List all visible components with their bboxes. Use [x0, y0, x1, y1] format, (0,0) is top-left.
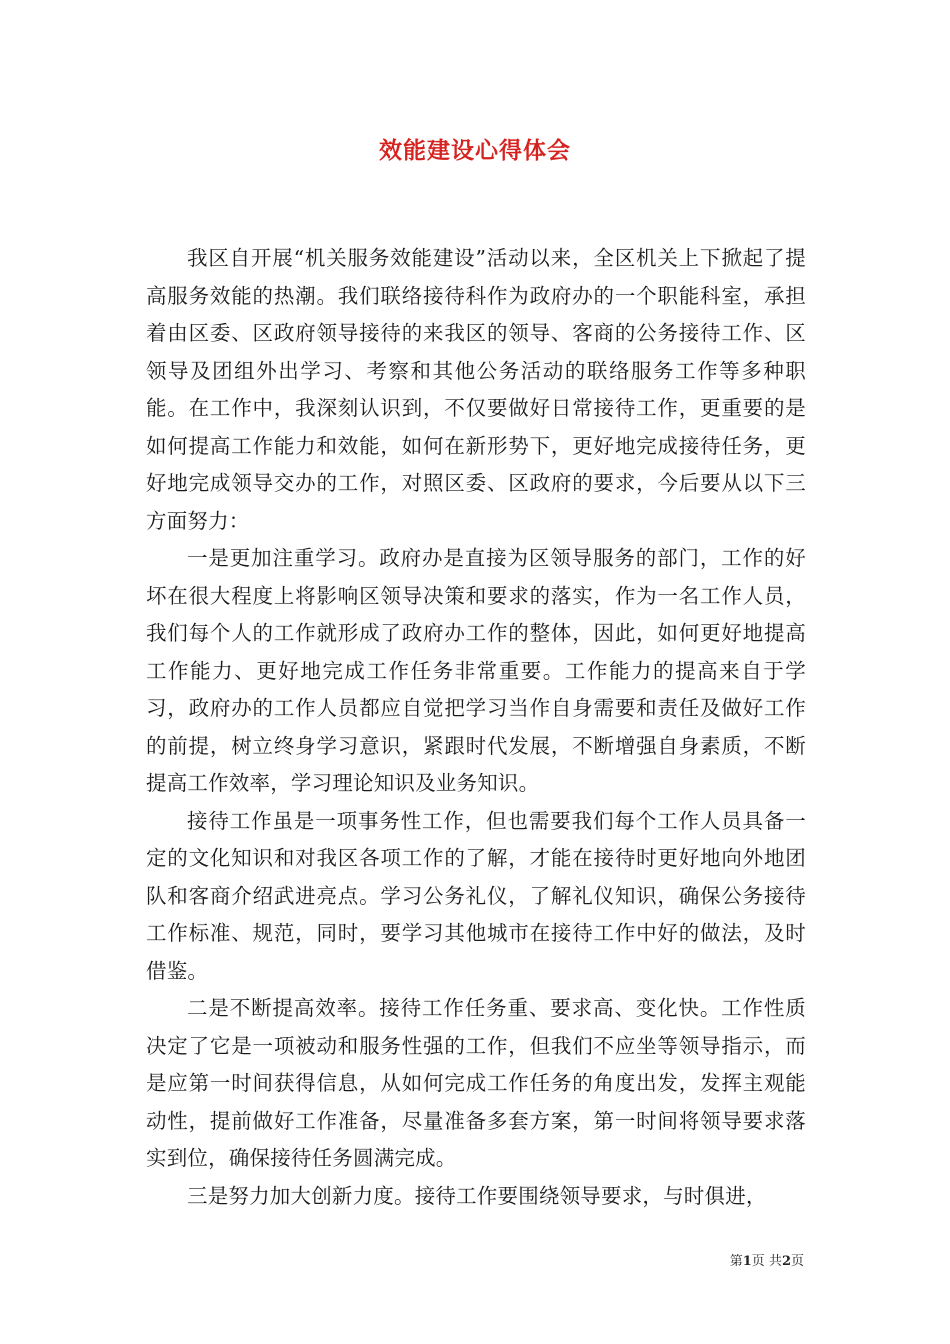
paragraph-intro: 我区自开展“机关服务效能建设”活动以来，全区机关上下掀起了提高服务效能的热潮。我们联络接待科作为政府办的一个职能科室，承担着由区委、区政府领导接待的来我区的领导、客商的公务接待工作、区领导及团组外出学习、考察和其他公务活动的联络服务工作等多种职能。在工作中，我深刻认识到，不仅要做好日常接待工作，更重要的是如何提高工作能力和效能，如何在新形势下，更好地完成接待任务，更好地完成领导交办的工作，对照区委、区政府的要求，今后要从以下三方面努力：: [146, 246, 806, 533]
footer-suffix: 页: [790, 1254, 804, 1269]
document-body: [146, 240, 806, 1215]
paragraph-efficiency: 二是不断提高效率。接待工作任务重、要求高、变化快。工作性质决定了它是一项被动和服务性强的工作，但我们不应坐等领导指示，而是应第一时间获得信息，从如何完成工作任务的角度出发，发挥主观能动性，提前做好工作准备，尽量准备多套方案，第一时间将领导要求落实到位，确保接待任务圆满完成。: [146, 996, 806, 1170]
document-title: 效能建设心得体会: [379, 137, 571, 164]
footer-prefix: 第: [729, 1254, 743, 1269]
footer-current-page: 1: [742, 1254, 752, 1269]
paragraph-reception: 接待工作虽是一项事务性工作，但也需要我们每个工作人员具备一定的文化知识和对我区各项工作的了解，才能在接待时更好地向外地团队和客商介绍武进亮点。学习公务礼仪，了解礼仪知识，确保公务接待工作标准、规范，同时，要学习其他城市在接待工作中好的做法，及时借鉴。: [146, 808, 806, 983]
footer-total-pages: 2: [781, 1254, 791, 1269]
page-number-footer: [730, 1250, 804, 1269]
paragraph-study: 一是更加注重学习。政府办是直接为区领导服务的部门，工作的好坏在很大程度上将影响区领导决策和要求的落实，作为一名工作人员，我们每个人的工作就形成了政府办工作的整体，因此，如何更好地提高工作能力、更好地完成工作任务非常重要。工作能力的提高来自于学习，政府办的工作人员都应自觉把学习当作自身需要和责任及做好工作的前提，树立终身学习意识，紧跟时代发展，不断增强自身素质，不断提高工作效率，学习理论知识及业务知识。: [146, 546, 806, 795]
footer-middle: 页 共: [751, 1254, 782, 1269]
paragraph-innovation: 三是努力加大创新力度。接待工作要围绕领导要求，与时俱进，: [187, 1183, 767, 1208]
